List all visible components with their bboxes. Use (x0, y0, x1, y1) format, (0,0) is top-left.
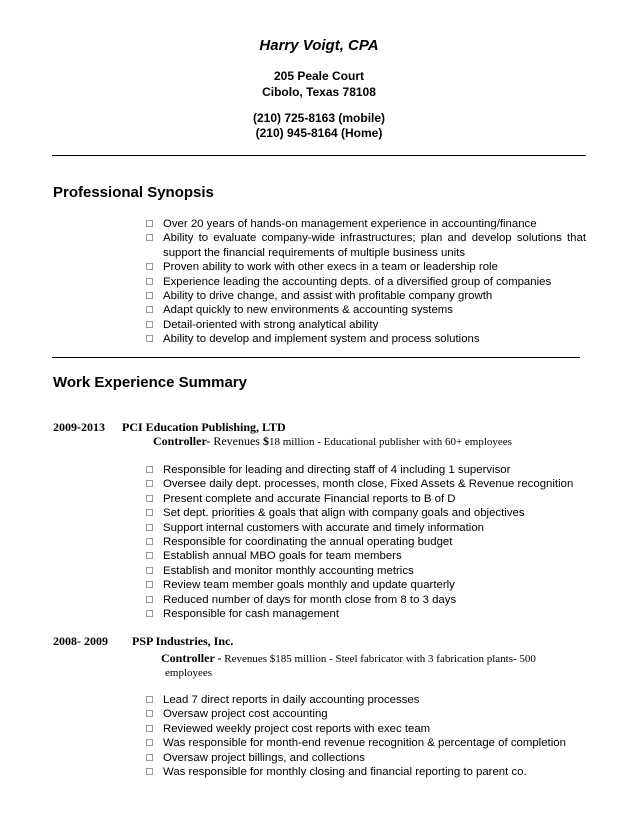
bullet-icon (146, 466, 153, 473)
bullet-icon (146, 754, 153, 761)
phone-mobile: (210) 725-8163 (mobile) (252, 111, 386, 125)
list-item: Responsible for cash management (146, 607, 573, 621)
list-item: Support internal customers with accurate and timely information (146, 521, 573, 535)
job-role: Controller- (153, 434, 211, 448)
list-item: Reduced number of days for month close from 8 to 3 days (146, 593, 573, 607)
list-item: Set dept. priorities & goals that align with company goals and objectives (146, 506, 573, 520)
phone-block (0, 111, 638, 141)
work-title: Work Experience Summary (53, 374, 247, 391)
list-item: Reviewed weekly project cost reports with exec team (146, 722, 566, 736)
bullet-icon (146, 552, 153, 559)
bullet-icon (146, 306, 153, 313)
list-item: Experience leading the accounting depts. of a diversified group of companies (146, 275, 586, 289)
list-item: Adapt quickly to new environments & accounting systems (146, 303, 586, 317)
address-block (0, 68, 638, 100)
list-item: Lead 7 direct reports in daily accounting processes (146, 693, 566, 707)
bullet-icon (146, 234, 153, 241)
header-divider (52, 155, 586, 156)
list-item: Over 20 years of hands-on management experience in accounting/finance (146, 217, 586, 231)
bullet-icon (146, 480, 153, 487)
list-item: Ability to develop and implement system and process solutions (146, 332, 586, 346)
revenue-prefix: $ (262, 434, 269, 448)
job-duties-list (146, 693, 566, 779)
list-item: Present complete and accurate Financial reports to B of D (146, 492, 573, 506)
synopsis-title: Professional Synopsis (53, 184, 214, 201)
revenue-text: Revenues $185 million - Steel fabricator with 3 fabrication plants- 500 (221, 653, 536, 665)
list-item: Proven ability to work with other execs in a team or leadership role (146, 260, 586, 274)
list-item: Responsible for leading and directing staff of 4 including 1 supervisor (146, 463, 573, 477)
bullet-icon (146, 524, 153, 531)
job-years: 2009-2013 (53, 420, 105, 434)
list-item: Was responsible for monthly closing and financial reporting to parent co. (146, 765, 566, 779)
list-item: Oversaw project billings, and collections (146, 751, 566, 765)
bullet-icon (146, 739, 153, 746)
bullet-icon (146, 725, 153, 732)
job-company: PSP Industries, Inc. (132, 634, 234, 648)
list-item: Responsible for coordinating the annual operating budget (146, 535, 573, 549)
list-item: Establish and monitor monthly accounting metrics (146, 564, 573, 578)
list-item: Ability to evaluate company-wide infrastructures; plan and develop solutions that support the financial requirements of multiple business units (146, 231, 586, 260)
bullet-icon (146, 710, 153, 717)
revenue-label: Revenues (210, 434, 263, 448)
job-years: 2008- 2009 (53, 634, 108, 648)
job-duties-list (146, 463, 573, 621)
bullet-icon (146, 220, 153, 227)
city-state-zip: Cibolo, Texas 78108 (262, 85, 376, 99)
bullet-icon (146, 610, 153, 617)
bullet-icon (146, 696, 153, 703)
list-item: Oversaw project cost accounting (146, 707, 566, 721)
street-address: 205 Peale Court (273, 69, 365, 83)
job-role: Controller - (161, 651, 222, 665)
bullet-icon (146, 538, 153, 545)
bullet-icon (146, 278, 153, 285)
bullet-icon (146, 495, 153, 502)
list-item: Review team member goals monthly and update quarterly (146, 578, 573, 592)
bullet-icon (146, 292, 153, 299)
job-company: PCI Education Publishing, LTD (122, 420, 286, 434)
list-item: Oversee daily dept. processes, month close, Fixed Assets & Revenue recognition (146, 477, 573, 491)
bullet-icon (146, 335, 153, 342)
bullet-icon (146, 509, 153, 516)
job-role-continued: employees (165, 667, 213, 679)
list-item: Was responsible for month-end revenue recognition & percentage of completion (146, 736, 566, 750)
revenue-text: 18 million - Educational publisher with 60+ employees (268, 436, 512, 448)
synopsis-divider (52, 357, 580, 358)
resume-name: Harry Voigt, CPA (259, 37, 379, 54)
list-item: Ability to drive change, and assist with profitable company growth (146, 289, 586, 303)
bullet-icon (146, 596, 153, 603)
bullet-icon (146, 567, 153, 574)
job-role-line (153, 433, 512, 450)
bullet-icon (146, 263, 153, 270)
job-role-line (161, 650, 536, 667)
bullet-icon (146, 321, 153, 328)
bullet-icon (146, 581, 153, 588)
phone-home: (210) 945-8164 (Home) (255, 126, 383, 140)
list-item: Establish annual MBO goals for team members (146, 549, 573, 563)
synopsis-list (146, 217, 586, 347)
list-item: Detail-oriented with strong analytical ability (146, 318, 586, 332)
bullet-icon (146, 768, 153, 775)
